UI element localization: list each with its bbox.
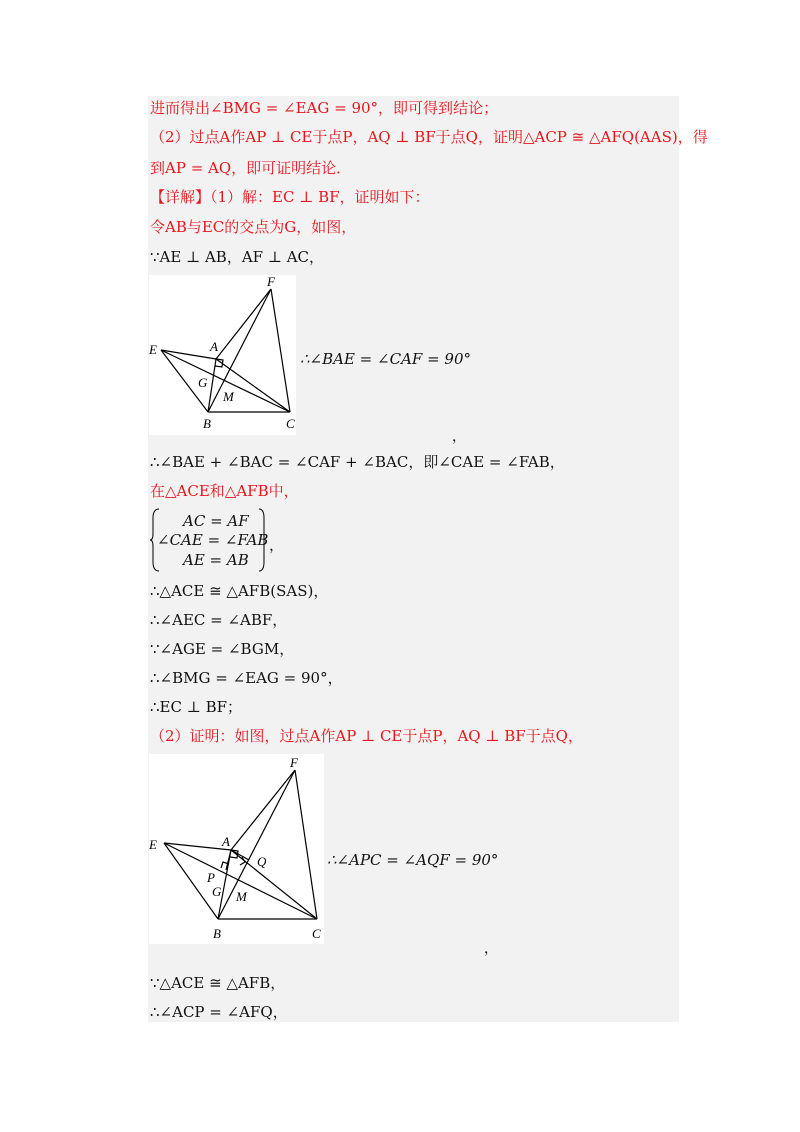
text-line-4: 【详解】（1）解：EC ⊥ BF，证明如下： (150, 188, 430, 206)
text-line-7: ∴∠BAE + ∠BAC = ∠CAF + ∠BAC，即∠CAE = ∠FAB， (150, 453, 565, 471)
text-line-5: 令AB与EC的交点为G，如图， (150, 218, 357, 236)
equation-comma: ， (269, 536, 285, 554)
label-C: C (312, 926, 321, 941)
label-G: G (212, 884, 222, 899)
equation-system (150, 508, 285, 574)
label-Q: Q (257, 854, 267, 869)
label-G: G (198, 375, 208, 390)
figure2-side-text: ∴∠APC = ∠AQF = 90° (327, 851, 499, 869)
label-F: F (290, 755, 298, 770)
label-B: B (203, 416, 211, 431)
text-line-11: ∵∠AGE = ∠BGM， (150, 640, 295, 658)
text-line-12: ∴∠BMG = ∠EAG = 90°， (150, 669, 343, 687)
figure1-comma: ， (452, 429, 466, 445)
geometry-figure-1 (149, 275, 296, 435)
text-line-10: ∴∠AEC = ∠ABF， (150, 611, 288, 629)
label-E: E (149, 342, 157, 357)
text-line-2: （2）过点A作AP ⊥ CE于点P，AQ ⊥ BF于点Q，证明△ACP ≅ △AFQ(AAS)，得 (150, 128, 708, 146)
label-P: P (207, 870, 215, 885)
text-line-8: 在△ACE和△AFB中， (150, 482, 299, 500)
equation-row-3: AE = AB (183, 551, 249, 569)
label-C: C (286, 416, 295, 431)
text-line-6: ∵AE ⊥ AB，AF ⊥ AC， (150, 248, 325, 266)
equation-row-2: ∠CAE = ∠FAB (157, 531, 269, 549)
right-bracket (258, 508, 268, 572)
label-F: F (267, 275, 275, 289)
text-line-13: ∴EC ⊥ BF； (150, 698, 243, 716)
label-M: M (236, 889, 247, 904)
text-line-3: 到AP = AQ，即可证明结论． (150, 159, 352, 177)
figure2-comma: ， (484, 941, 498, 957)
label-E: E (149, 837, 157, 852)
equation-row-1: AC = AF (183, 512, 249, 530)
text-line-9: ∴△ACE ≅ △AFB(SAS)， (150, 582, 329, 600)
label-A: A (210, 339, 218, 354)
text-line-15: ∵△ACE ≅ △AFB， (150, 974, 286, 992)
geometry-figure-2 (149, 754, 324, 944)
label-M: M (223, 389, 234, 404)
figure1-side-text: ∴∠BAE = ∠CAF = 90° (300, 350, 471, 368)
label-A: A (222, 834, 230, 849)
text-line-1: 进而得出∠BMG = ∠EAG = 90°，即可得到结论； (150, 99, 499, 117)
text-line-16: ∴∠ACP = ∠AFQ， (150, 1003, 288, 1021)
label-B: B (213, 926, 221, 941)
text-line-14: （2）证明：如图，过点A作AP ⊥ CE于点P，AQ ⊥ BF于点Q， (150, 727, 583, 745)
